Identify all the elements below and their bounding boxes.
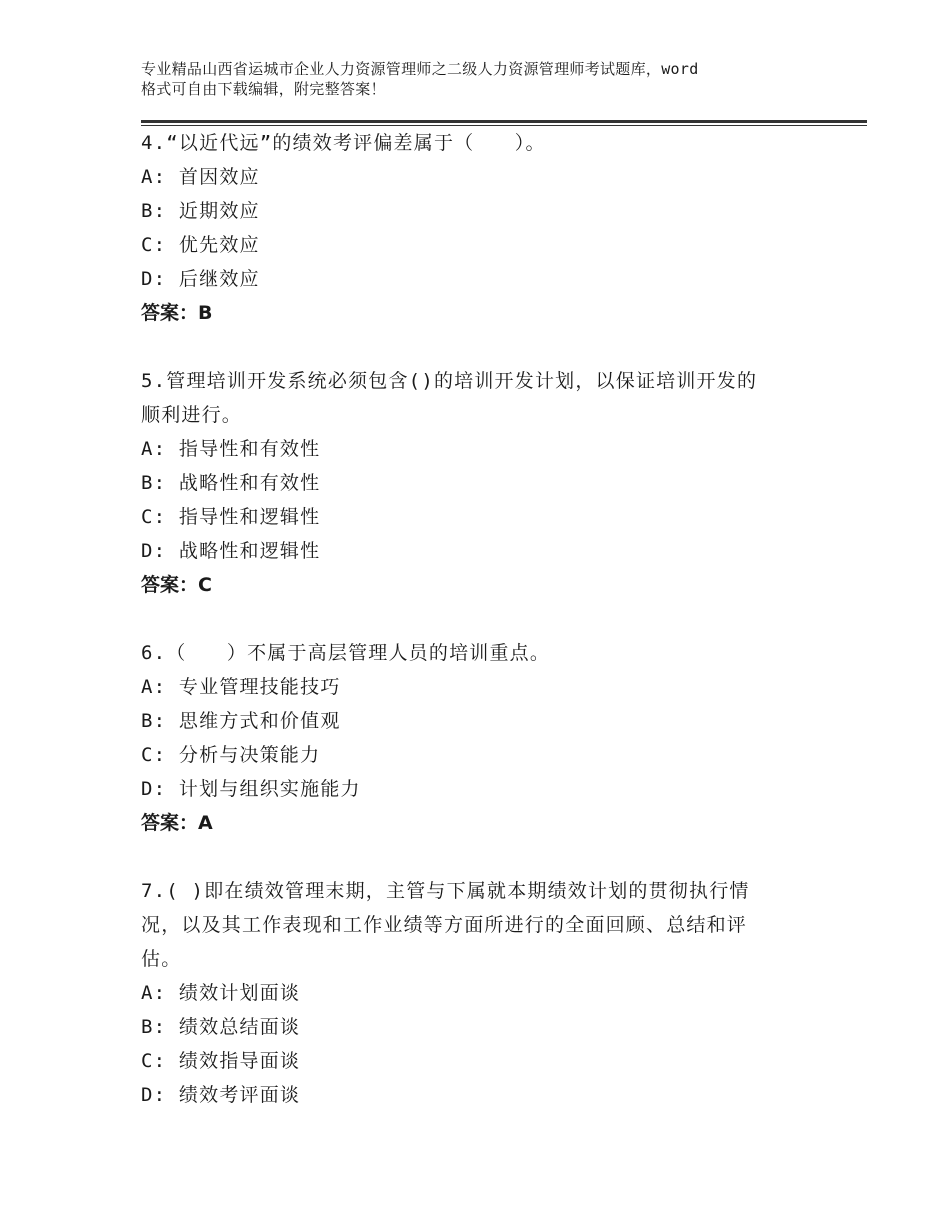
question-list [141,126,821,1112]
header-line-2: 格式可自由下载编辑，附完整答案！ [141,80,386,98]
option-c: C: 优先效应 [141,234,260,256]
question-6 [141,636,821,840]
option-d: D: 战略性和逻辑性 [141,540,321,562]
answer: 答案：C [141,574,212,596]
option-b: B: 战略性和有效性 [141,472,321,494]
question-text-line-3: 估。 [141,948,182,970]
header-line-1: 专业精品山西省运城市企业人力资源管理师之二级人力资源管理师考试题库，word [141,60,699,78]
question-text-line-1: 7.( )即在绩效管理末期，主管与下属就本期绩效计划的贯彻执行情 [141,880,750,902]
option-c: C: 指导性和逻辑性 [141,506,321,528]
question-7 [141,874,821,1112]
option-a: A: 指导性和有效性 [141,438,321,460]
question-4 [141,126,821,330]
option-a: A: 绩效计划面谈 [141,982,301,1004]
option-b: B: 思维方式和价值观 [141,710,341,732]
option-d: D: 绩效考评面谈 [141,1084,301,1106]
option-d: D: 计划与组织实施能力 [141,778,361,800]
answer: 答案：A [141,812,213,834]
question-text: 6.（ ）不属于高层管理人员的培训重点。 [141,642,551,664]
option-a: A: 专业管理技能技巧 [141,676,341,698]
question-text-line-1: 5.管理培训开发系统必须包含()的培训开发计划，以保证培训开发的 [141,370,758,392]
answer: 答案：B [141,302,213,324]
option-b: B: 近期效应 [141,200,260,222]
option-b: B: 绩效总结面谈 [141,1016,301,1038]
option-c: C: 绩效指导面谈 [141,1050,301,1072]
option-c: C: 分析与决策能力 [141,744,321,766]
question-text-line-2: 顺利进行。 [141,404,243,426]
option-a: A: 首因效应 [141,166,260,188]
document-header [141,59,841,99]
question-5 [141,364,821,602]
header-rule-thick [141,120,867,123]
question-text-line-2: 况，以及其工作表现和工作业绩等方面所进行的全面回顾、总结和评 [141,914,748,936]
question-text: 4.“以近代远”的绩效考评偏差属于（ ）。 [141,132,546,154]
option-d: D: 后继效应 [141,268,260,290]
